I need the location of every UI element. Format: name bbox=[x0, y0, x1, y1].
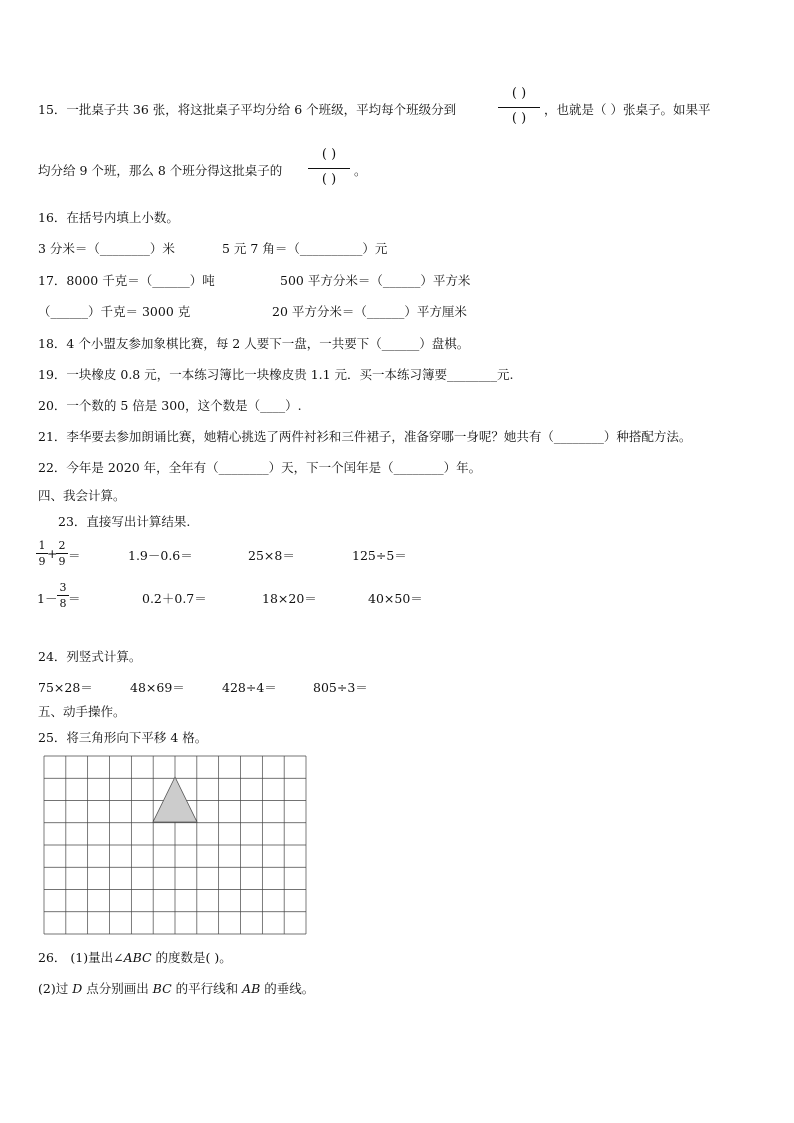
numerator: 2 bbox=[58, 539, 66, 552]
q24-title: 24．列竖式计算。 bbox=[38, 649, 142, 664]
q16-title: 16．在括号内填上小数。 bbox=[38, 210, 179, 225]
segment-label-ab: AB bbox=[242, 981, 261, 996]
q15-line2: 均分给 9 个班，那么 8 个班分得这批桌子的 bbox=[38, 163, 283, 178]
point-label-d: D bbox=[72, 981, 83, 996]
q17-item-c[interactable]: （______）千克＝ 3000 克 bbox=[38, 304, 191, 319]
q17-item-d[interactable]: 20 平方分米＝（______）平方厘米 bbox=[272, 304, 467, 319]
q23-e6[interactable]: 0.2＋0.7＝ bbox=[142, 591, 207, 606]
angle-label-abc: ABC bbox=[123, 950, 152, 965]
q24-e3[interactable]: 428÷4＝ bbox=[222, 680, 277, 695]
q16-item-b[interactable]: 5 元 7 角＝（__________）元 bbox=[222, 241, 388, 256]
q23-e2[interactable]: 1.9－0.6＝ bbox=[128, 548, 193, 563]
q22-text[interactable]: 22．今年是 2020 年，全年有（________）天，下一个闰年是（________）年。 bbox=[38, 460, 482, 475]
q15-line1: 15．一批桌子共 36 张，将这批桌子平均分给 6 个班级，平均每个班级分到 bbox=[38, 102, 457, 117]
fraction-denominator: ( ) bbox=[321, 172, 337, 187]
q15-fraction-1[interactable] bbox=[496, 86, 542, 130]
q16-item-a[interactable]: 3 分米＝（________）米 bbox=[38, 241, 175, 256]
q24-e1[interactable]: 75×28＝ bbox=[38, 680, 93, 695]
q21-text[interactable]: 21．李华要去参加朗诵比赛，她精心挑选了两件衬衫和三件裙子，准备穿哪一身呢？她共有（________）种搭配方法。 bbox=[38, 429, 692, 444]
q23-title: 23．直接写出计算结果. bbox=[58, 514, 191, 529]
q23-e7[interactable]: 18×20＝ bbox=[262, 591, 317, 606]
q25-triangle[interactable] bbox=[153, 777, 197, 822]
q26-part2: (2)过 D 点分别画出 BC 的平行线和 AB 的垂线。 bbox=[38, 981, 315, 996]
q24-e2[interactable]: 48×69＝ bbox=[130, 680, 185, 695]
q23-e5-equals[interactable]: ＝ bbox=[68, 591, 81, 606]
q15-line2-end: 。 bbox=[354, 163, 367, 178]
q23-e1-fraction-2 bbox=[56, 539, 68, 568]
numerator: 1 bbox=[38, 539, 46, 552]
q25-title: 25．将三角形向下平移 4 格。 bbox=[38, 730, 208, 745]
q18-text[interactable]: 18．4 个小盟友参加象棋比赛，每 2 人要下一盘，一共要下（______）盘棋。 bbox=[38, 336, 470, 351]
q20-text[interactable]: 20．一个数的 5 倍是 300，这个数是（____）. bbox=[38, 398, 302, 413]
q26-part1: 26． (1)量出∠ABC 的度数是( )。 bbox=[38, 950, 232, 965]
fraction-bar bbox=[498, 107, 540, 108]
q23-e1-equals[interactable]: ＝ bbox=[68, 548, 81, 563]
q19-text[interactable]: 19．一块橡皮 0.8 元，一本练习簿比一块橡皮贵 1.1 元．买一本练习簿要________元. bbox=[38, 367, 514, 382]
fraction-bar bbox=[308, 168, 350, 169]
q23-e8[interactable]: 40×50＝ bbox=[368, 591, 423, 606]
fraction-denominator: ( ) bbox=[511, 111, 527, 126]
denominator: 9 bbox=[58, 555, 66, 568]
fraction-bar bbox=[56, 553, 68, 554]
fraction-numerator: ( ) bbox=[511, 86, 527, 101]
denominator: 8 bbox=[59, 597, 67, 610]
q23-e4[interactable]: 125÷5＝ bbox=[352, 548, 407, 563]
q17-item-b[interactable]: 500 平方分米＝（______）平方米 bbox=[280, 273, 471, 288]
q25-grid[interactable] bbox=[43, 755, 307, 935]
q24-e4[interactable]: 805÷3＝ bbox=[313, 680, 368, 695]
q23-e5-prefix: 1－ bbox=[37, 591, 58, 606]
segment-label-bc: BC bbox=[152, 981, 172, 996]
q23-e3[interactable]: 25×8＝ bbox=[248, 548, 295, 563]
section-4-heading: 四、我会计算。 bbox=[38, 488, 126, 503]
denominator: 9 bbox=[38, 555, 46, 568]
fraction-numerator: ( ) bbox=[321, 147, 337, 162]
section-5-heading: 五、动手操作。 bbox=[38, 704, 126, 719]
q15-fraction-2[interactable] bbox=[306, 147, 352, 191]
q17-item-a[interactable]: 17．8000 千克＝（______）吨 bbox=[38, 273, 215, 288]
q15-line1-mid: ，也就是（ ）张桌子。如果平 bbox=[544, 102, 711, 117]
numerator: 3 bbox=[59, 581, 67, 594]
q23-e1-operator: + bbox=[47, 546, 58, 561]
